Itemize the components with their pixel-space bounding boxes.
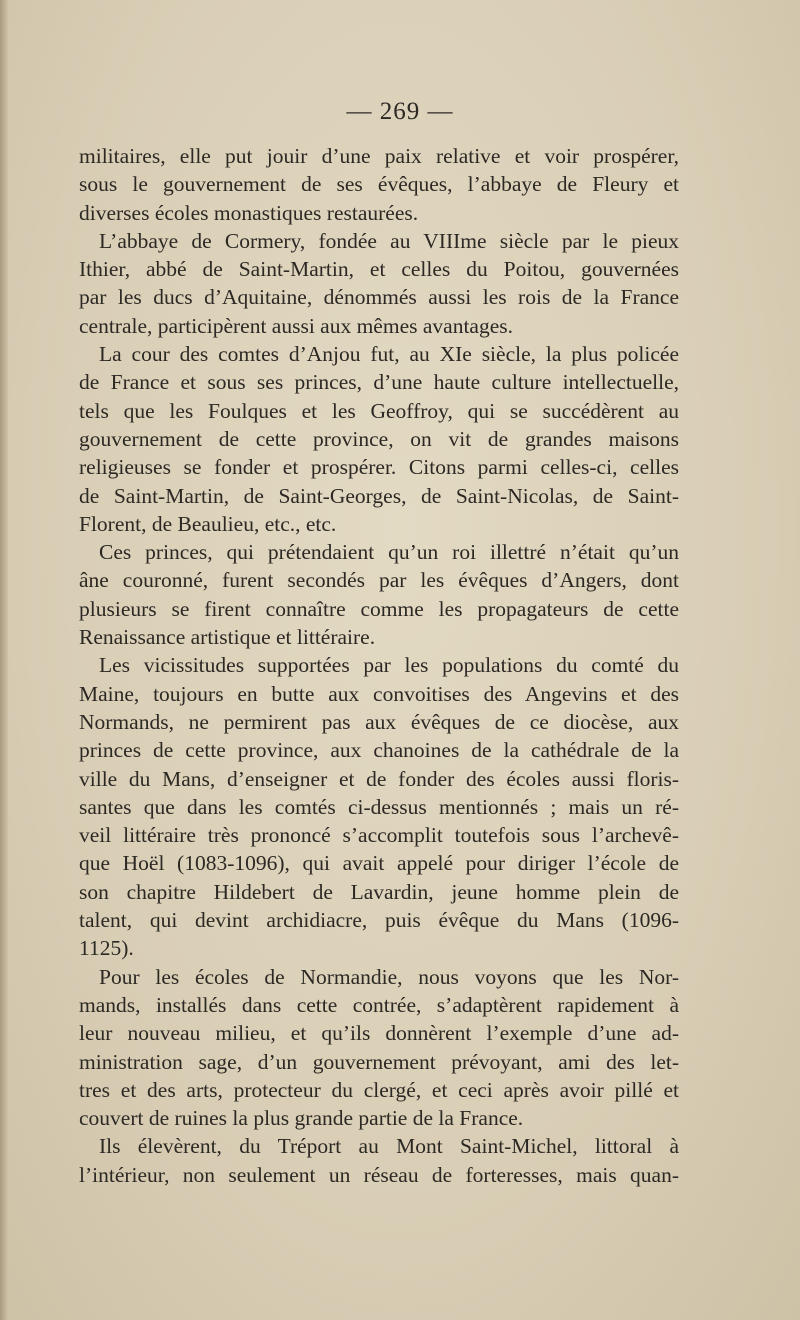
text-line: Ithier, abbé de Saint-Martin, et celles du Poitou, gouvernées	[79, 257, 679, 282]
body-text	[79, 142, 679, 1189]
text-line: veil littéraire très prononcé s’accomplit toutefois sous l’archevê-	[79, 823, 679, 848]
text-line: l’intérieur, non seulement un réseau de forteresses, mais quan-	[79, 1162, 679, 1187]
text-line: sous le gouvernement de ses évêques, l’abbaye de Fleury et	[79, 172, 679, 197]
text-line: de France et sous ses princes, d’une haute culture intellectuelle,	[79, 370, 679, 395]
text-line: couvert de ruines la plus grande partie de la France.	[79, 1106, 524, 1131]
text-line: Florent, de Beaulieu, etc., etc.	[79, 511, 337, 536]
text-line: tres et des arts, protecteur du clergé, et ceci après avoir pillé et	[79, 1077, 679, 1102]
page-number: — 269 —	[346, 98, 454, 125]
text-line: centrale, participèrent aussi aux mêmes avantages.	[79, 313, 513, 338]
paragraph-first-line: Ils élevèrent, du Tréport au Mont Saint-Michel, littoral à	[99, 1134, 679, 1159]
text-line: tels que les Foulques et les Geoffroy, qui se succédèrent au	[79, 398, 679, 423]
text-line: par les ducs d’Aquitaine, dénommés aussi les rois de la France	[79, 285, 679, 310]
text-line: son chapitre Hildebert de Lavardin, jeune homme plein de	[79, 879, 679, 904]
paragraph-first-line: Pour les écoles de Normandie, nous voyons que les Nor-	[99, 964, 679, 989]
text-line: Normands, ne permirent pas aux évêques de ce diocèse, aux	[79, 709, 679, 734]
text-line: princes de cette province, aux chanoines de la cathédrale de la	[79, 738, 679, 763]
text-line: ministration sage, d’un gouvernement prévoyant, ami des let-	[79, 1049, 679, 1074]
text-line: santes que dans les comtés ci-dessus mentionnés ; mais un ré-	[79, 794, 679, 819]
paragraph-first-line: Les vicissitudes supportées par les populations du comté du	[99, 653, 679, 678]
text-line: âne couronné, furent secondés par les évêques d’Angers, dont	[79, 568, 679, 593]
text-line: Maine, toujours en butte aux convoitises des Angevins et des	[79, 681, 679, 706]
page-gutter	[0, 0, 8, 1320]
text-line: talent, qui devint archidiacre, puis évêque du Mans (1096-	[79, 908, 679, 933]
text-line: que Hoël (1083-1096), qui avait appelé pour diriger l’école de	[79, 851, 679, 876]
text-line: de Saint-Martin, de Saint-Georges, de Saint-Nicolas, de Saint-	[79, 483, 679, 508]
text-line: diverses écoles monastiques restaurées.	[79, 200, 419, 225]
paragraph-first-line: L’abbaye de Cormery, fondée au VIIIme siècle par le pieux	[99, 228, 679, 253]
text-line: religieuses se fonder et prospérer. Citons parmi celles-ci, celles	[79, 455, 679, 480]
text-line: gouvernement de cette province, on vit de grandes maisons	[79, 426, 679, 451]
text-line: militaires, elle put jouir d’une paix relative et voir prospérer,	[79, 144, 679, 168]
text-line: 1125).	[79, 936, 134, 961]
text-line: mands, installés dans cette contrée, s’adaptèrent rapidement à	[79, 992, 679, 1017]
text-line: ville du Mans, d’enseigner et de fonder des écoles aussi floris-	[79, 766, 679, 791]
text-line: leur nouveau milieu, et qu’ils donnèrent l’exemple d’une ad-	[79, 1021, 679, 1046]
paragraph-first-line: Ces princes, qui prétendaient qu’un roi illettré n’était qu’un	[99, 540, 679, 565]
text-line: Renaissance artistique et littéraire.	[79, 625, 376, 650]
text-line: plusieurs se firent connaître comme les propagateurs de cette	[79, 596, 679, 621]
paragraph-first-line: La cour des comtes d’Anjou fut, au XIe siècle, la plus policée	[99, 342, 679, 367]
